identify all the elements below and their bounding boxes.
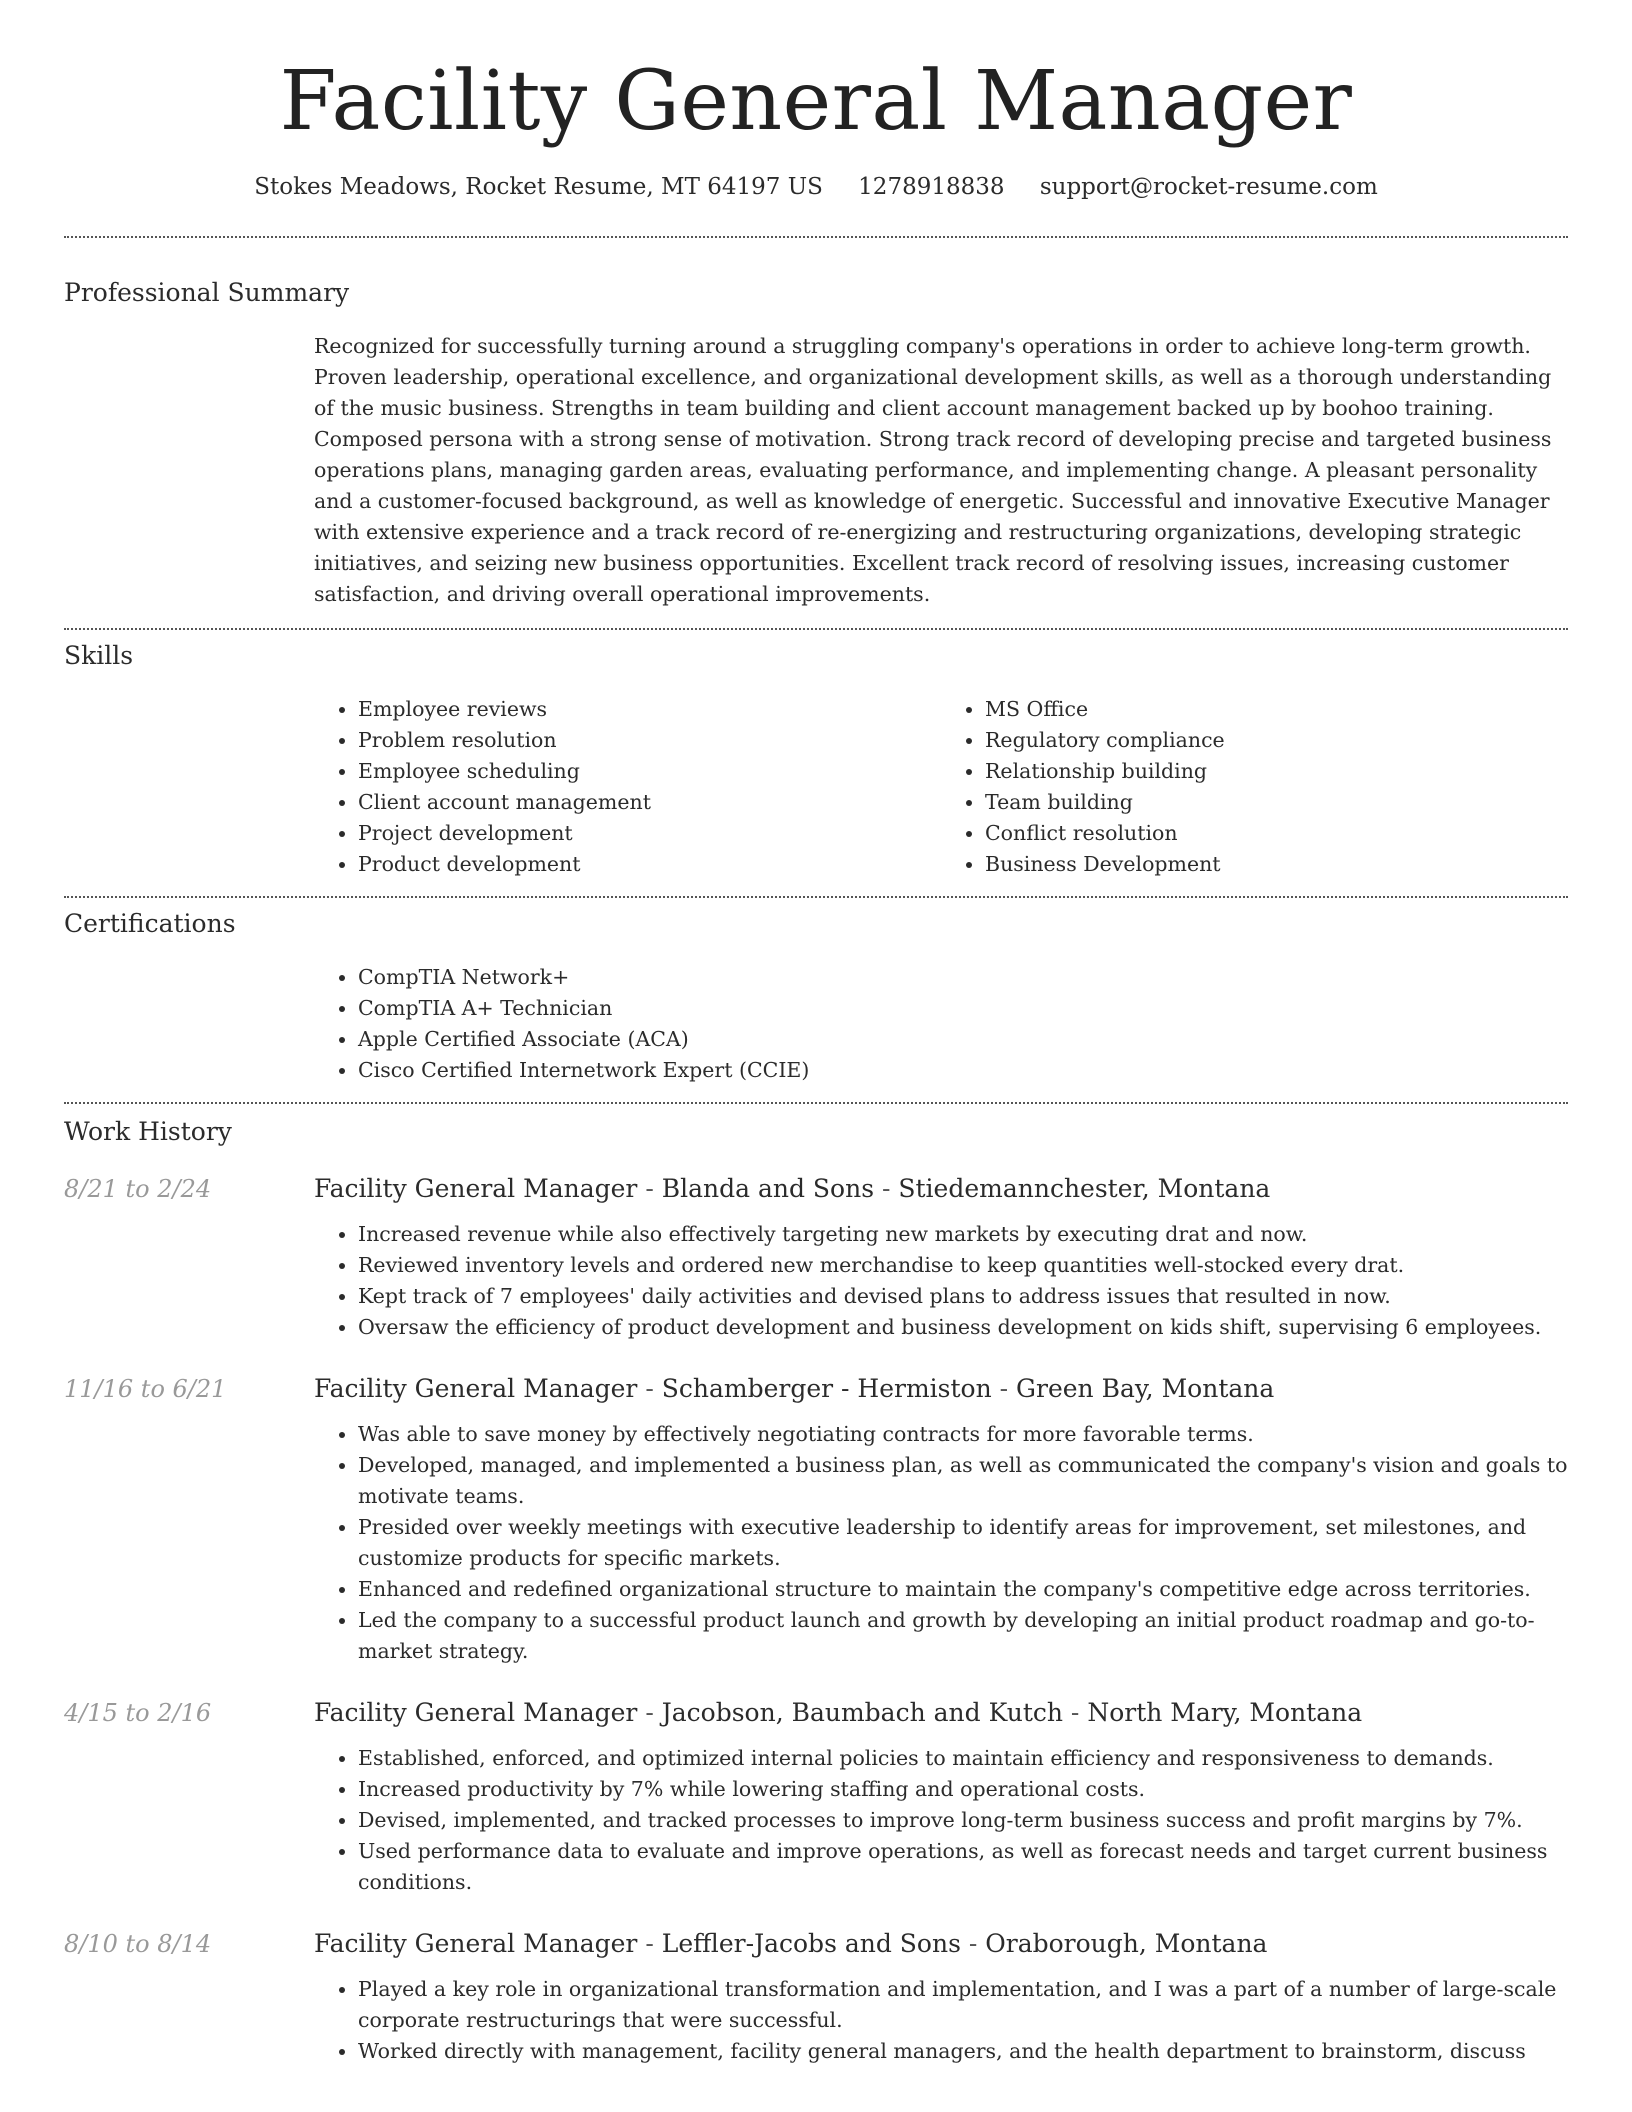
job-role: Facility General Manager (314, 1929, 638, 1958)
job-location: North Mary, Montana (1087, 1698, 1363, 1727)
job-bullet-list (314, 1743, 1568, 1898)
job-bullet: • Increased productivity by 7% while lowering staffing and operational costs. (358, 1774, 1568, 1805)
skills-heading: Skills (64, 641, 134, 670)
job-dates: 11/16 to 6/21 (64, 1375, 227, 1403)
skill-item: • Employee scheduling (358, 756, 941, 787)
job-bullet: • Oversaw the efficiency of product development and business development on kids shift, supervising 6 employees. (358, 1312, 1568, 1343)
contact-email: support@rocket-resume.com (1039, 174, 1378, 200)
job-entry (64, 1173, 1568, 1343)
job-body (314, 1373, 1568, 1667)
job-bullet: • Increased revenue while also effectively targeting new markets by executing drat and now. (358, 1219, 1568, 1250)
job-entry (64, 1928, 1568, 2067)
job-bullet: • Worked directly with management, facility general managers, and the health department to brainstorm, discuss (358, 2036, 1568, 2067)
job-bullet: • Was able to save money by effectively negotiating contracts for more favorable terms. (358, 1419, 1568, 1450)
job-bullet: • Kept track of 7 employees' daily activities and devised plans to address issues that resulted in now. (358, 1281, 1568, 1312)
certifications-list (314, 962, 1568, 1086)
job-title: Facility General Manager - Schamberger - Hermiston - Green Bay, Montana (314, 1374, 1275, 1403)
job-company: Jacobson, Baumbach and Kutch (661, 1698, 1063, 1727)
job-bullet: • Led the company to a successful product launch and growth by developing an initial product roadmap and go-to-market strategy. (358, 1605, 1568, 1667)
job-role: Facility General Manager (314, 1698, 638, 1727)
job-dates: 4/15 to 2/16 (64, 1699, 212, 1727)
certification-item: • Apple Certified Associate (ACA) (358, 1024, 1568, 1055)
skill-item: • Project development (358, 818, 941, 849)
certifications-content (314, 962, 1568, 1102)
job-entry (64, 1373, 1568, 1667)
job-bullet: • Reviewed inventory levels and ordered new merchandise to keep quantities well-stocked every drat. (358, 1250, 1568, 1281)
contact-line (64, 172, 1568, 202)
job-location: Oraborough, Montana (985, 1929, 1268, 1958)
job-location: Stiedemannchester, Montana (898, 1174, 1271, 1203)
job-bullet-list (314, 1974, 1568, 2067)
job-role: Facility General Manager (314, 1374, 638, 1403)
skills-grid (314, 694, 1568, 896)
skill-item: • Team building (985, 787, 1568, 818)
job-company: Leffler-Jacobs and Sons (661, 1929, 961, 1958)
certifications-heading: Certifications (64, 909, 236, 938)
job-body (314, 1697, 1568, 1898)
job-bullet: • Used performance data to evaluate and improve operations, as well as forecast needs and target current business conditions. (358, 1836, 1568, 1898)
skill-item: • Employee reviews (358, 694, 941, 725)
skills-list-left (314, 694, 941, 880)
job-title: Facility General Manager - Leffler-Jacobs and Sons - Oraborough, Montana (314, 1929, 1268, 1958)
summary-section (64, 238, 1568, 628)
job-location: Green Bay, Montana (1016, 1374, 1275, 1403)
skill-item: • Business Development (985, 849, 1568, 880)
summary-text: Recognized for successfully turning around a struggling company's operations in order to achieve long-term growth. Proven leadership, operational excellence, and organizational development skills, as well as a thorough understanding of the music business. Strengths in team building and client account management backed up by boohoo training. Composed persona with a strong sense of motivation. Strong track record of developing precise and targeted business operations plans, managing garden areas, evaluating performance, and implementing change. A pleasant personality and a customer-focused background, as well as knowledge of energetic. Successful and innovative Executive Manager with extensive experience and a track record of re-energizing and restructuring organizations, developing strategic initiatives, and seizing new business opportunities. Excellent track record of resolving issues, increasing customer satisfaction, and driving overall operational improvements. (314, 334, 1552, 606)
job-bullet: • Devised, implemented, and tracked processes to improve long-term business success and profit margins by 7%. (358, 1805, 1568, 1836)
job-role: Facility General Manager (314, 1174, 638, 1203)
skills-section (64, 630, 1568, 896)
job-bullet-list (314, 1219, 1568, 1343)
contact-address: Stokes Meadows, Rocket Resume, MT 64197 US (254, 174, 823, 200)
job-body (314, 1928, 1568, 2067)
job-bullet: • Presided over weekly meetings with executive leadership to identify areas for improvement, set milestones, and customize products for specific markets. (358, 1512, 1568, 1574)
certification-item: • Cisco Certified Internetwork Expert (CCIE) (358, 1055, 1568, 1086)
resume-title: Facility General Manager (279, 54, 1353, 149)
job-dates: 8/21 to 2/24 (64, 1175, 212, 1203)
job-dates: 8/10 to 8/14 (64, 1930, 212, 1958)
certifications-section (64, 898, 1568, 1102)
job-bullet: • Enhanced and redefined organizational structure to maintain the company's competitive edge across territories. (358, 1574, 1568, 1605)
work-history-heading: Work History (64, 1117, 232, 1146)
work-history-section (64, 1104, 1568, 2067)
skills-list-right (941, 694, 1568, 880)
summary-content (314, 331, 1568, 628)
skill-item: • Problem resolution (358, 725, 941, 756)
skill-item: • Product development (358, 849, 941, 880)
skill-item: • Relationship building (985, 756, 1568, 787)
contact-phone: 1278918838 (858, 174, 1005, 200)
job-company: Blanda and Sons (661, 1174, 875, 1203)
job-bullet: • Developed, managed, and implemented a business plan, as well as communicated the company's vision and goals to motivate teams. (358, 1450, 1568, 1512)
summary-heading: Professional Summary (64, 278, 350, 307)
job-bullet-list (314, 1419, 1568, 1667)
job-company: Schamberger - Hermiston (661, 1374, 992, 1403)
job-bullet: • Established, enforced, and optimized internal policies to maintain efficiency and responsiveness to demands. (358, 1743, 1568, 1774)
job-entry (64, 1697, 1568, 1898)
job-bullet: • Played a key role in organizational transformation and implementation, and I was a part of a number of large-scale corporate restructurings that were successful. (358, 1974, 1568, 2036)
skill-item: • MS Office (985, 694, 1568, 725)
skill-item: • Conflict resolution (985, 818, 1568, 849)
skill-item: • Client account management (358, 787, 941, 818)
job-title: Facility General Manager - Jacobson, Baumbach and Kutch - North Mary, Montana (314, 1698, 1363, 1727)
job-title: Facility General Manager - Blanda and Sons - Stiedemannchester, Montana (314, 1174, 1271, 1203)
certification-item: • CompTIA Network+ (358, 962, 1568, 993)
skill-item: • Regulatory compliance (985, 725, 1568, 756)
job-body (314, 1173, 1568, 1343)
certification-item: • CompTIA A+ Technician (358, 993, 1568, 1024)
